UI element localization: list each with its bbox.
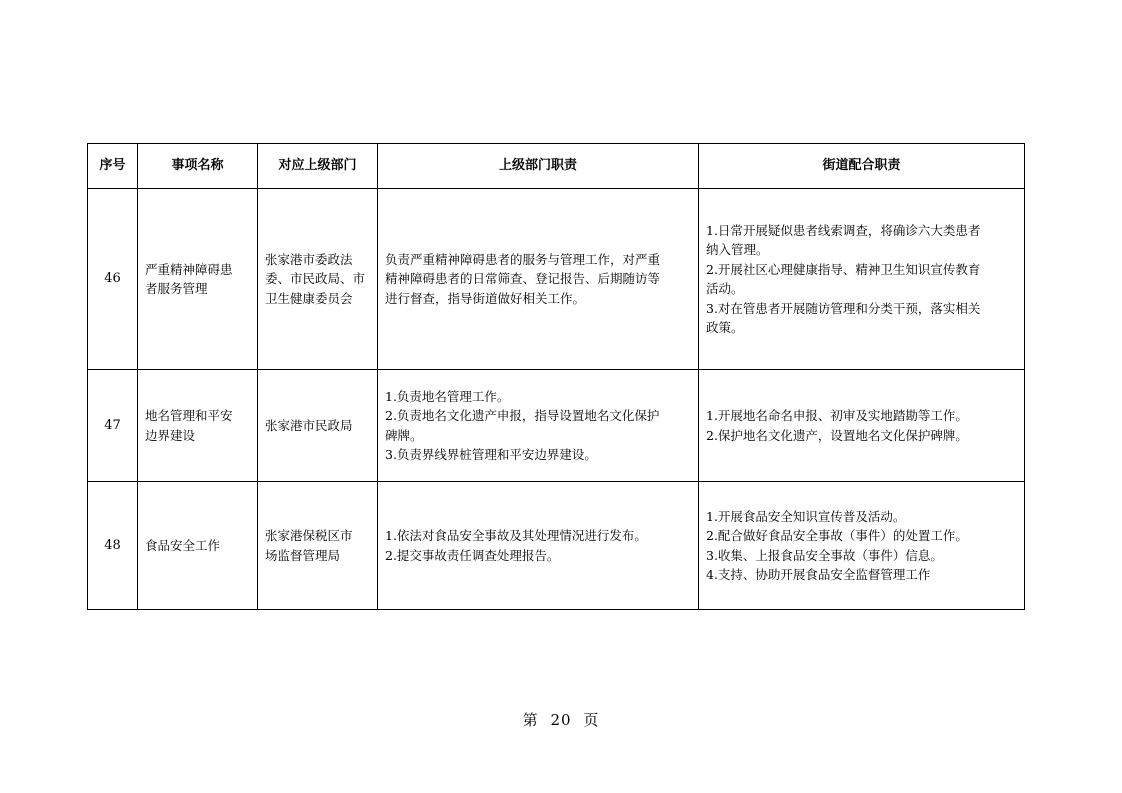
row-dept	[258, 189, 378, 370]
table-row	[88, 189, 1025, 370]
row-name	[138, 189, 258, 370]
cell-line: 纳入管理。	[706, 242, 769, 257]
table-row	[88, 482, 1025, 610]
cell-line: 活动。	[706, 281, 744, 296]
row-upper-duties	[378, 370, 699, 482]
page-number: 20	[550, 711, 572, 729]
row-dept	[258, 482, 378, 610]
row-upper-duties	[378, 482, 699, 610]
cell-line: 精神障碍患者的日常筛查、登记报告、后期随访等	[385, 271, 661, 287]
cell-line: 3.收集、上报食品安全事故（事件）信息。	[706, 547, 943, 563]
cell-line: 负责严重精神障碍患者的服务与管理工作，对严重	[385, 251, 661, 267]
cell-line: 2.保护地名文化遗产，设置地名文化保护碑牌。	[706, 427, 968, 443]
header-street-duties: 街道配合职责	[699, 144, 1025, 189]
row-dept	[258, 370, 378, 482]
row-seq: 46	[88, 189, 138, 370]
cell-line: 进行督查，指导街道做好相关工作。	[385, 290, 586, 306]
cell-line: 张家港市委政法	[265, 251, 353, 267]
cell-line: 碑牌。	[385, 427, 423, 443]
cell-line: 1.日常开展疑似患者线索调查，将确诊六大类患者	[706, 222, 981, 238]
row-street-duties	[699, 482, 1025, 610]
header-dept: 对应上级部门	[258, 144, 378, 189]
cell-line: 场监督管理局	[265, 547, 341, 563]
cell-line: 1.开展地名命名申报、初审及实地踏勘等工作。	[706, 408, 968, 423]
header-upper-duties: 上级部门职责	[378, 144, 699, 189]
table-header-row	[88, 144, 1025, 189]
row-seq: 48	[88, 482, 138, 610]
cell-line: 张家港保税区市	[265, 528, 353, 543]
row-street-duties	[699, 189, 1025, 370]
cell-line: 者服务管理	[145, 281, 208, 296]
cell-line: 委、市民政局、市	[265, 271, 366, 287]
page-suffix: 页	[583, 711, 600, 729]
cell-line: 地名管理和平安	[145, 408, 233, 423]
cell-line: 2.提交事故责任调查处理报告。	[385, 547, 560, 563]
cell-line: 3.对在管患者开展随访管理和分类干预，落实相关	[706, 300, 981, 316]
row-seq: 47	[88, 370, 138, 482]
cell-line: 食品安全工作	[145, 537, 221, 553]
cell-line: 2.负责地名文化遗产申报，指导设置地名文化保护	[385, 408, 660, 423]
cell-line: 边界建设	[145, 427, 196, 443]
page-footer	[0, 709, 1122, 730]
table-row	[88, 370, 1025, 482]
row-street-duties	[699, 370, 1025, 482]
header-seq: 序号	[88, 144, 138, 189]
cell-line: 张家港市民政局	[265, 417, 353, 433]
cell-line: 2.开展社区心理健康指导、精神卫生知识宣传教育	[706, 261, 981, 277]
row-name	[138, 370, 258, 482]
cell-line: 3.负责界线界桩管理和平安边界建设。	[385, 447, 597, 462]
duties-table	[87, 143, 1025, 610]
cell-line: 1.依法对食品安全事故及其处理情况进行发布。	[385, 528, 647, 543]
cell-line: 1.开展食品安全知识宣传普及活动。	[706, 508, 906, 524]
cell-line: 4.支持、协助开展食品安全监督管理工作	[706, 567, 931, 582]
page-prefix: 第	[522, 711, 539, 729]
cell-line: 卫生健康委员会	[265, 290, 353, 306]
cell-line: 1.负责地名管理工作。	[385, 388, 510, 404]
header-name: 事项名称	[138, 144, 258, 189]
cell-line: 政策。	[706, 320, 744, 335]
row-name	[138, 482, 258, 610]
row-upper-duties	[378, 189, 699, 370]
cell-line: 2.配合做好食品安全事故（事件）的处置工作。	[706, 528, 968, 543]
cell-line: 严重精神障碍患	[145, 261, 233, 277]
